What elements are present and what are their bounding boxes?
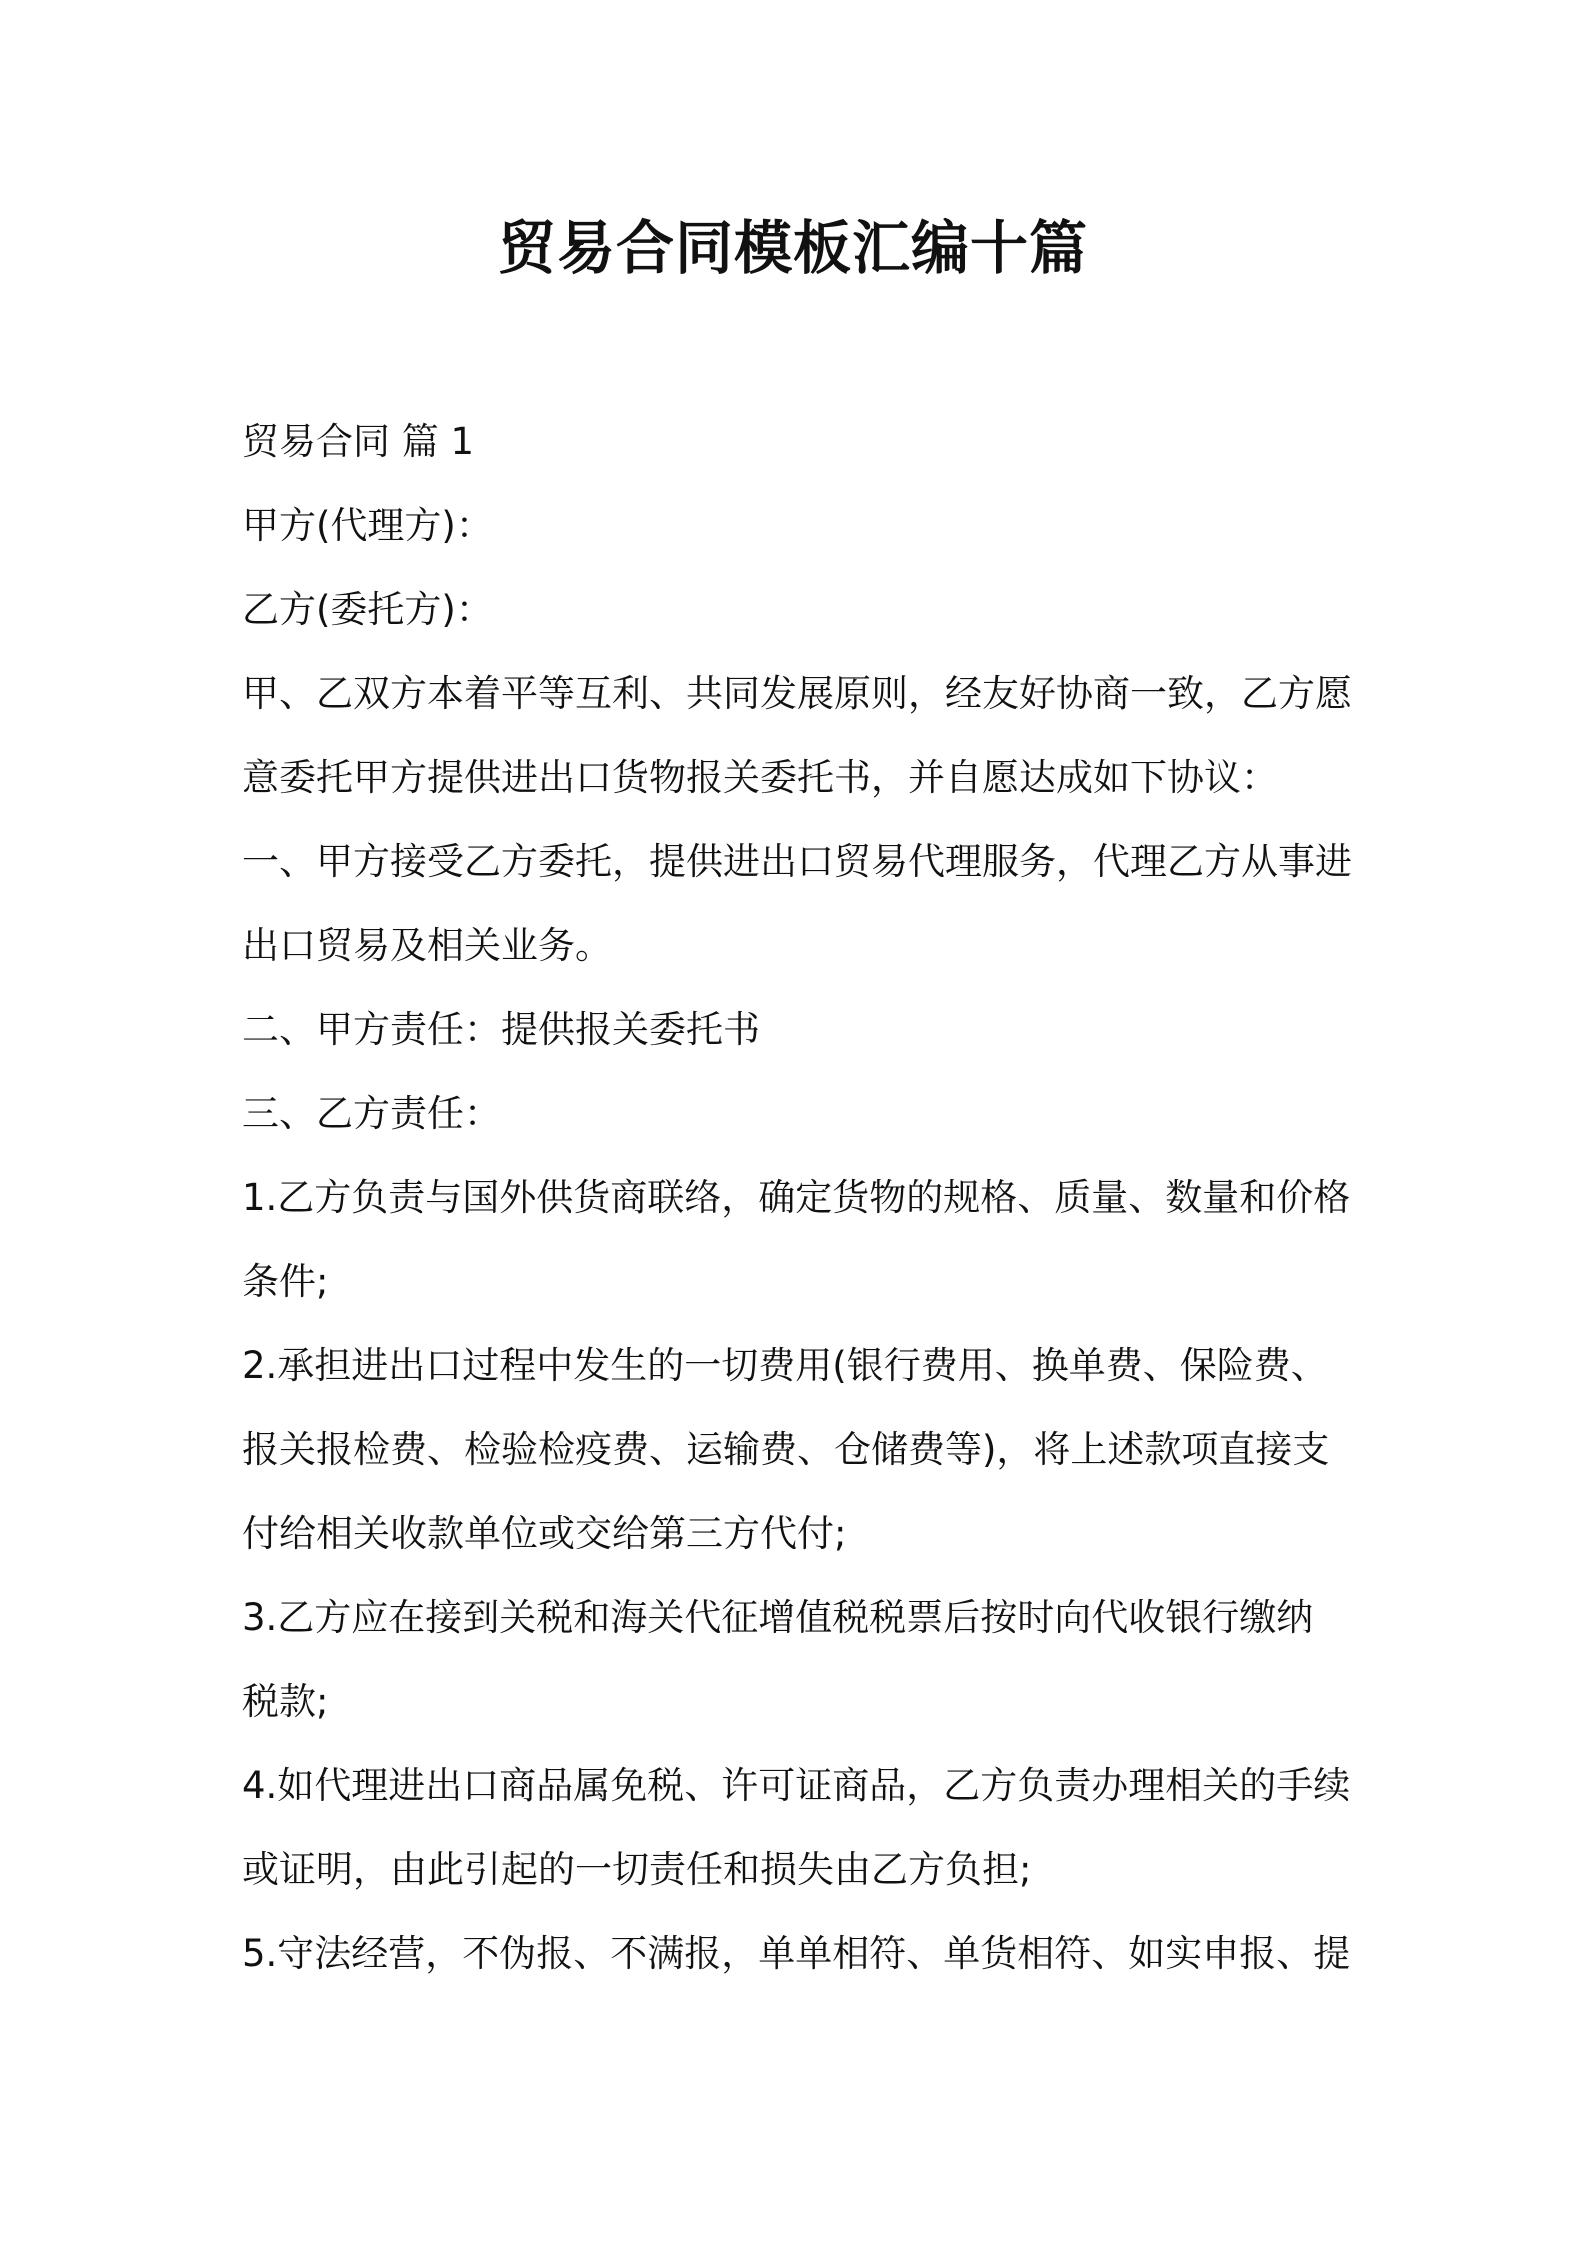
- text-line: 3.乙方应在接到关税和海关代征增值税税票后按时向代收银行缴纳: [242, 1596, 1314, 1639]
- text-line: 税款;: [242, 1680, 329, 1723]
- text-line: 4.如代理进出口商品属免税、许可证商品，乙方负责办理相关的手续: [242, 1764, 1351, 1807]
- text-line: 付给相关收款单位或交给第三方代付;: [242, 1512, 847, 1555]
- text-line: 意委托甲方提供进出口货物报关委托书，并自愿达成如下协议：: [242, 756, 1278, 799]
- text-line: 贸易合同 篇 1: [242, 420, 475, 463]
- document-body: [242, 400, 1362, 1996]
- text-line: 出口贸易及相关业务。: [242, 924, 612, 967]
- text-line: 三、乙方责任：: [242, 1092, 501, 1135]
- text-line: 2.承担进出口过程中发生的一切费用(银行费用、换单费、保险费、: [242, 1344, 1328, 1387]
- text-line: 或证明，由此引起的一切责任和损失由乙方负担;: [242, 1848, 1032, 1891]
- document-title: 贸易合同模板汇编十篇: [497, 214, 1088, 282]
- text-line: 乙方(委托方)：: [242, 588, 493, 631]
- text-line: 甲、乙双方本着平等互利、共同发展原则，经友好协商一致，乙方愿: [242, 672, 1352, 715]
- text-line: 二、甲方责任：提供报关委托书: [242, 1008, 760, 1051]
- text-line: 报关报检费、检验检疫费、运输费、仓储费等)，将上述款项直接支: [242, 1428, 1330, 1471]
- text-line: 5.守法经营，不伪报、不满报，单单相符、单货相符、如实申报、提: [242, 1932, 1351, 1975]
- text-line: 条件;: [242, 1260, 329, 1303]
- text-line: 甲方(代理方)：: [242, 504, 493, 547]
- text-line: 1.乙方负责与国外供货商联络，确定货物的规格、质量、数量和价格: [242, 1176, 1351, 1219]
- text-line: 一、甲方接受乙方委托，提供进出口贸易代理服务，代理乙方从事进: [242, 840, 1352, 883]
